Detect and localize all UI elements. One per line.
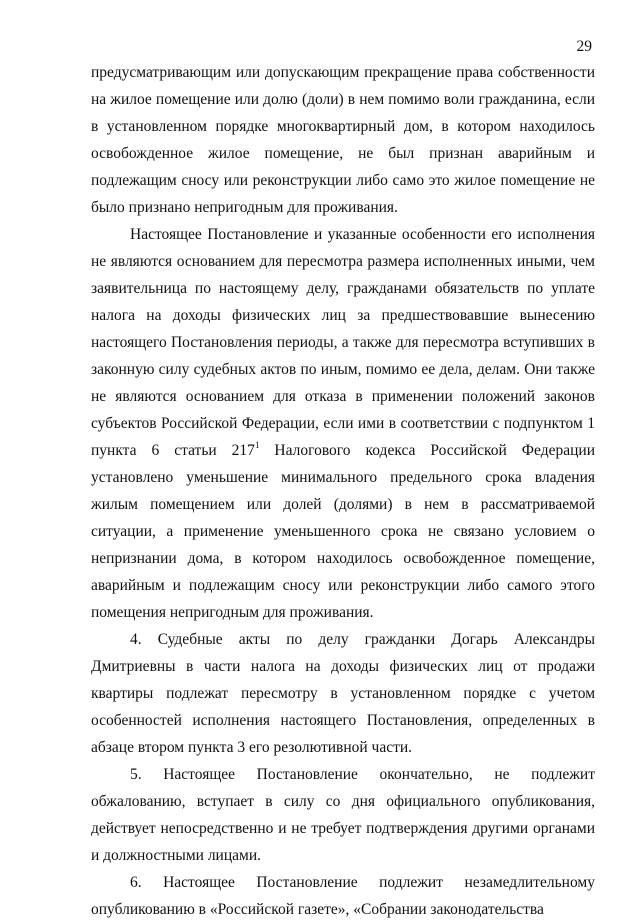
paragraph-text: Налогового кодекса Российской Федерации установлено уменьшение минимального предельного срока владения жилым помещением или долей (долями) в нем в рассматриваемой ситуации, а применение уменьшенного срока не связано условием о непризнании дома, в котором находилось освобожденное помещение, аварийным и подлежащим сносу или реконструкции либо самого этого помещения непригодным для проживания. bbox=[91, 442, 595, 621]
paragraph-item-6: 6. Настоящее Постановление подлежит незамедлительному опубликованию в «Российской газете», «Собрании законодательства bbox=[91, 874, 595, 918]
page-number: 29 bbox=[576, 38, 592, 55]
paragraph-item-5: 5. Настоящее Постановление окончательно, не подлежит обжалованию, вступает в силу со дня официального опубликования, действует непосредственно и не требует подтверждения другими органами и должностными лицами. bbox=[91, 766, 595, 864]
footnote-superscript: 1 bbox=[254, 440, 260, 450]
paragraph-text: Настоящее Постановление и указанные особенности его исполнения не являются основанием для пересмотра размера исполненных иными, чем заявительница по настоящему делу, гражданами обязательств по уплате налога на доходы физических лиц за предшествовавшие вынесению настоящего Постановления периоды, а также для пересмотра вступивших в законную силу судебных актов по иным, помимо ее дела, делам. Они также не являются основанием для отказа в применении положений законов субъектов Российской Федерации, если ими в соответствии с подпунктом 1 пункта 6 статьи 217 bbox=[91, 226, 595, 459]
paragraph-resolution-scope bbox=[91, 221, 595, 626]
paragraph-item-4: 4. Судебные акты по делу гражданки Догарь Александры Дмитриевны в части налога на доходы физических лиц от продажи квартиры подлежат пересмотру в установленном порядке с учетом особенностей исполнения настоящего Постановления, определенных в абзаце втором пункта 3 его резолютивной части. bbox=[91, 631, 595, 756]
body-text bbox=[91, 59, 595, 923]
paragraph-continuation: предусматривающим или допускающим прекращение права собственности на жилое помещение или долю (доли) в нем помимо воли гражданина, если в установленном порядке многоквартирный дом, в котором находилось освобожденное жилое помещение, не был признан аварийным и подлежащим сносу или реконструкции либо само это жилое помещение не было признано непригодным для проживания. bbox=[91, 64, 595, 216]
